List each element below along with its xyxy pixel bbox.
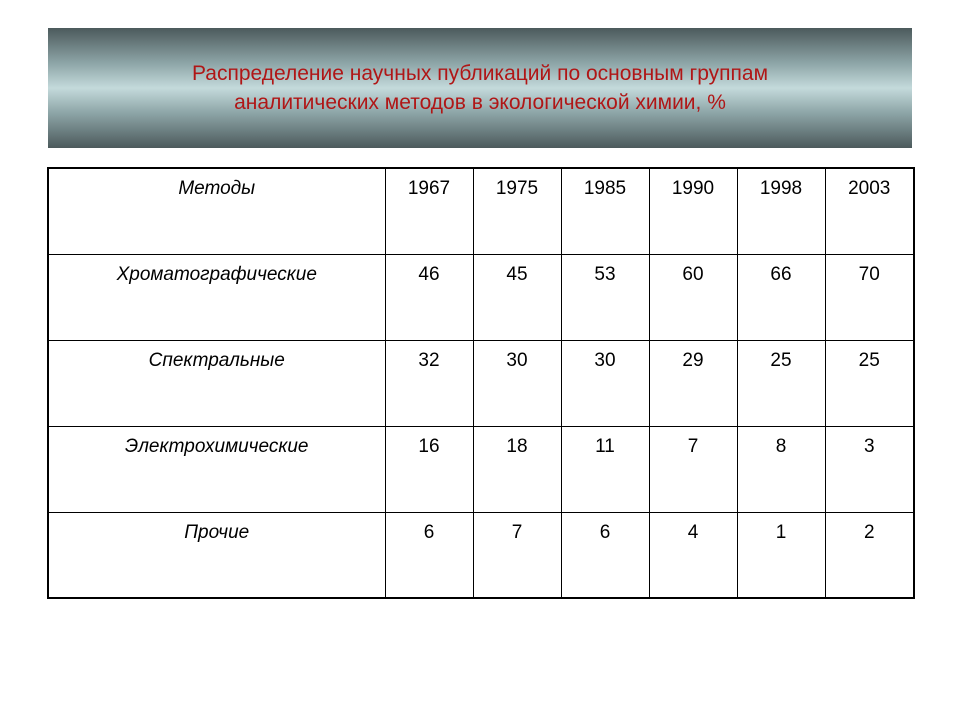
value-cell: 32 [385, 340, 473, 426]
table-row [48, 426, 914, 512]
value-cell: 18 [473, 426, 561, 512]
value-cell: 60 [649, 254, 737, 340]
column-header-year: 1967 [385, 168, 473, 254]
value-cell: 46 [385, 254, 473, 340]
value-cell: 8 [737, 426, 825, 512]
publications-table [47, 167, 915, 599]
table-row [48, 254, 914, 340]
method-name: Спектральные [48, 340, 385, 426]
value-cell: 45 [473, 254, 561, 340]
value-cell: 16 [385, 426, 473, 512]
value-cell: 70 [825, 254, 914, 340]
value-cell: 66 [737, 254, 825, 340]
table-row [48, 512, 914, 598]
value-cell: 30 [473, 340, 561, 426]
value-cell: 7 [649, 426, 737, 512]
value-cell: 25 [737, 340, 825, 426]
value-cell: 11 [561, 426, 649, 512]
method-name: Прочие [48, 512, 385, 598]
title-line-2: аналитических методов в экологической химии, % [234, 91, 726, 114]
value-cell: 4 [649, 512, 737, 598]
value-cell: 53 [561, 254, 649, 340]
column-header-year: 1990 [649, 168, 737, 254]
value-cell: 6 [385, 512, 473, 598]
column-header-year: 1998 [737, 168, 825, 254]
column-header-year: 1985 [561, 168, 649, 254]
title-line-1: Распределение научных публикаций по основным группам [191, 62, 769, 85]
value-cell: 29 [649, 340, 737, 426]
value-cell: 6 [561, 512, 649, 598]
method-name: Хроматографические [48, 254, 385, 340]
title-banner [48, 28, 912, 148]
column-header-methods: Методы [48, 168, 385, 254]
value-cell: 7 [473, 512, 561, 598]
value-cell: 2 [825, 512, 914, 598]
value-cell: 30 [561, 340, 649, 426]
column-header-year: 1975 [473, 168, 561, 254]
method-name: Электрохимические [48, 426, 385, 512]
column-header-year: 2003 [825, 168, 914, 254]
table-header-row [48, 168, 914, 254]
value-cell: 3 [825, 426, 914, 512]
value-cell: 1 [737, 512, 825, 598]
value-cell: 25 [825, 340, 914, 426]
table-row [48, 340, 914, 426]
